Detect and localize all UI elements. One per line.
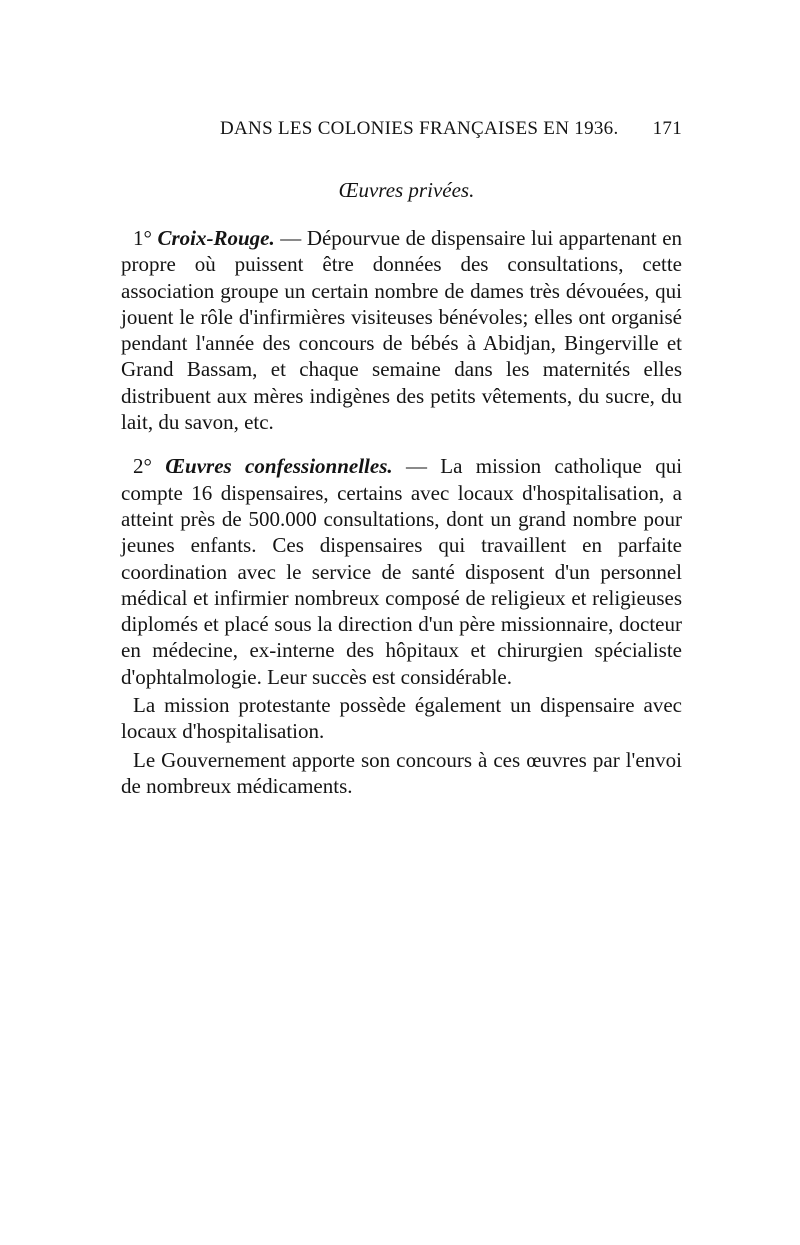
item-number: 2° [133, 454, 152, 479]
item-oeuvres-confessionnelles [121, 453, 682, 690]
running-header [121, 112, 682, 146]
book-page [121, 112, 682, 799]
item-heading: Croix-Rouge. [157, 226, 275, 250]
em-dash: — [280, 226, 302, 250]
section-title: Œuvres privées. [338, 178, 475, 202]
item-heading: Œuvres confessionnelles. [165, 454, 393, 479]
item-text: Dépourvue de dispensaire lui appartenant en propre où puissent être données des consultations, cette association groupe un certain nombre de dames très dévouées, qui jouent le rôle d'infirmières visiteuses bénévoles; elles ont organisé pendant l'année des concours de bébés à Abidjan, Bingerville et Grand Bassam, et chaque semaine dans les maternités elles distribuent aux mères indigènes des petits vêtements, du sucre, du lait, du savon, etc. [121, 226, 683, 435]
item-croix-rouge [121, 225, 682, 435]
paragraph-gouvernement: Le Gouvernement apporte son concours à ces œuvres par l'envoi de nombreux médicaments. [121, 747, 682, 798]
item-number: 1° [133, 226, 152, 250]
item-text: La mission catholique qui compte 16 dispensaires, certains avec locaux d'hospitalisation, a atteint près de 500.000 consultations, dont un grand nombre pour jeunes enfants. Ces dispensaires qui travaillent en parfaite coordination avec le service de santé disposent d'un personnel médical et infirmier nombreux composé de religieux et religieuses diplomés et placé sous la direction d'un père missionnaire, docteur en médecine, ex-interne des hôpitaux et chirurgien spécialiste d'ophtalmologie. Leur succès est considérable. [121, 454, 683, 689]
em-dash: — [405, 454, 427, 479]
page-number: 171 [652, 118, 682, 139]
running-title: DANS LES COLONIES FRANÇAISES EN 1936. [220, 118, 619, 139]
paragraph-mission-protestante: La mission protestante possède également un dispensaire avec locaux d'hospitalisation. [121, 693, 682, 744]
